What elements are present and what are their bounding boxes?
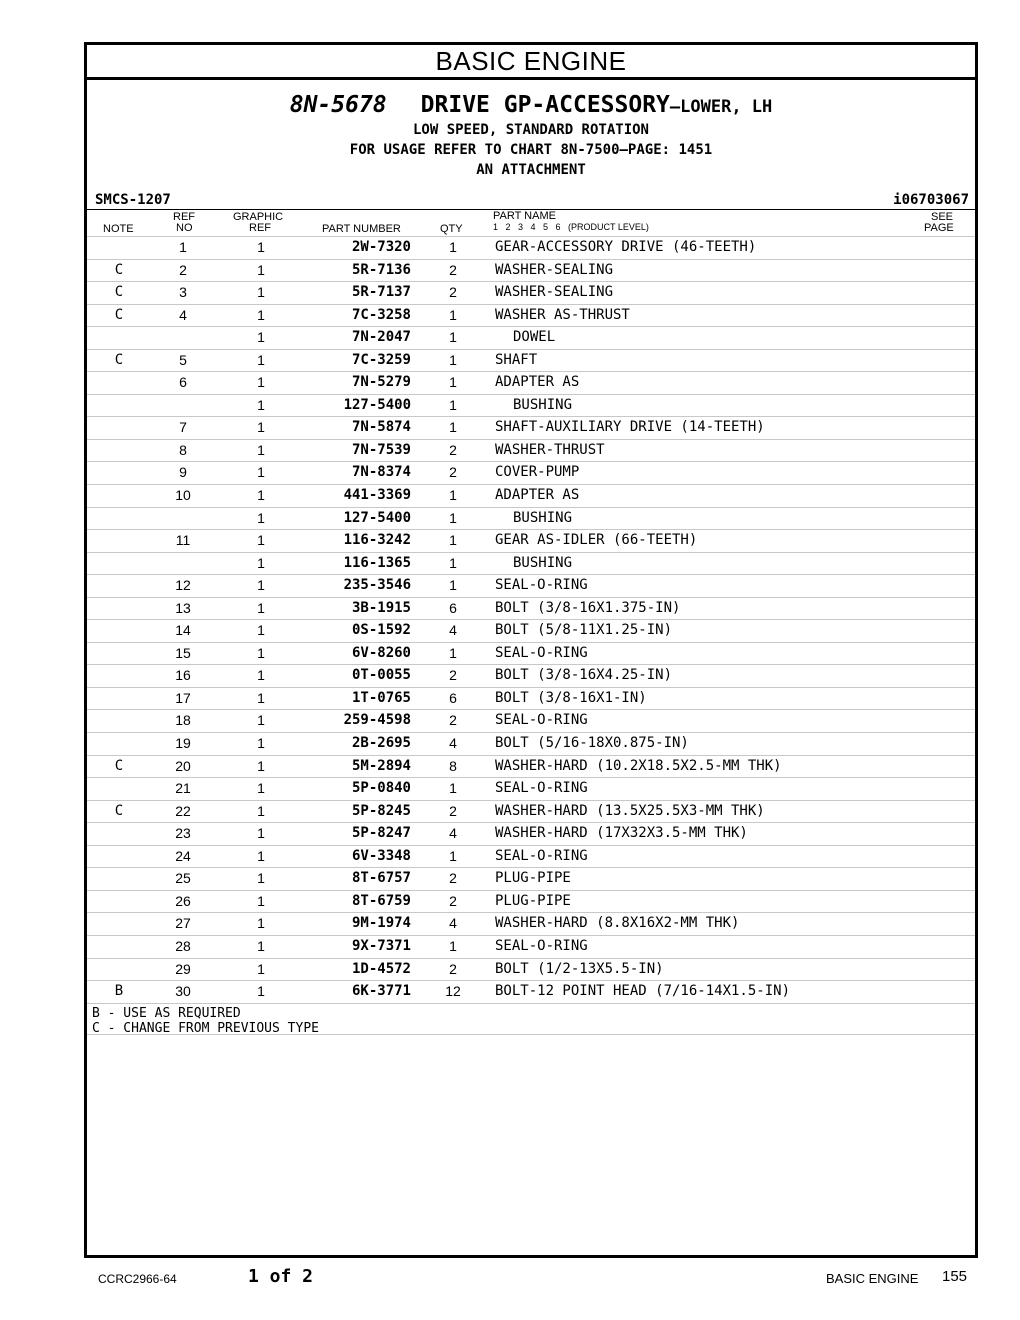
part-name-cell: PLUG-PIPE [495, 892, 571, 909]
part-name-cell: ADAPTER AS [495, 374, 580, 391]
part-name-cell: BUSHING [513, 396, 573, 413]
graphic-ref-cell: 1 [257, 239, 265, 255]
part-name-cell: WASHER-THRUST [495, 441, 605, 458]
table-row [87, 327, 975, 350]
part-name-cell: SEAL-O-RING [495, 712, 588, 729]
ref-no-cell: 27 [175, 915, 191, 932]
part-number-cell: 6V-8260 [351, 644, 411, 661]
ref-no-cell: 30 [175, 983, 191, 1000]
table-row [87, 553, 975, 576]
part-number-cell: 441-3369 [343, 487, 411, 504]
part-name-cell: BUSHING [513, 554, 573, 571]
graphic-ref-cell: 1 [257, 396, 265, 413]
qty-cell: 1 [449, 937, 457, 954]
graphic-ref-cell: 1 [257, 780, 265, 797]
qty-cell: 1 [449, 487, 457, 504]
group-name: DRIVE GP-ACCESSORY [420, 92, 670, 118]
graphic-ref-cell: 1 [257, 577, 265, 594]
graphic-ref-cell: 1 [257, 419, 265, 436]
table-row [87, 868, 975, 891]
graphic-ref-cell: 1 [257, 892, 265, 909]
ref-no-cell: 22 [175, 802, 191, 819]
table-row [87, 305, 975, 328]
col-gref-top: GRAPHIC [233, 211, 284, 223]
qty-cell: 2 [449, 802, 457, 819]
ref-no-cell: 19 [175, 735, 191, 752]
qty-cell: 1 [449, 329, 457, 346]
table-row [87, 959, 975, 982]
qty-cell: 4 [449, 825, 457, 842]
heading-line-4: AN ATTACHMENT [476, 162, 586, 178]
qty-cell: 4 [449, 915, 457, 932]
table-row [87, 598, 975, 621]
part-name-cell: BOLT (3/8-16X1-IN) [495, 689, 647, 706]
smcs-row [87, 192, 975, 210]
table-row [87, 620, 975, 643]
part-name-cell: SEAL-O-RING [495, 780, 588, 797]
part-number-cell: 2W-7320 [351, 239, 411, 255]
col-ref-top: REF [173, 211, 195, 223]
col-product-level: 1 2 3 4 5 6 (PRODUCT LEVEL) [493, 222, 649, 232]
ref-no-cell: 10 [175, 487, 191, 504]
qty-cell: 6 [449, 689, 457, 706]
graphic-ref-cell: 1 [257, 509, 265, 526]
part-number-cell: 5P-0840 [351, 780, 411, 797]
table-row [87, 485, 975, 508]
col-qty: QTY [440, 223, 463, 235]
graphic-ref-cell: 1 [257, 757, 265, 774]
ref-no-cell: 18 [175, 712, 191, 729]
qty-cell: 4 [449, 735, 457, 752]
part-number-cell: 7C-3258 [351, 306, 411, 323]
graphic-ref-cell: 1 [257, 622, 265, 639]
section-title: BASIC ENGINE [87, 45, 975, 80]
qty-cell: 2 [449, 960, 457, 977]
ref-no-cell: 29 [175, 960, 191, 977]
part-number-cell: 127-5400 [343, 396, 411, 413]
graphic-ref-cell: 1 [257, 960, 265, 977]
graphic-ref-cell: 1 [257, 284, 265, 301]
part-name-cell: WASHER-HARD (17X32X3.5-MM THK) [495, 825, 748, 842]
part-name-cell: BUSHING [513, 509, 573, 526]
ref-no-cell: 21 [175, 780, 191, 797]
ref-no-cell: 8 [179, 441, 187, 458]
qty-cell: 1 [449, 644, 457, 661]
note-c: C - CHANGE FROM PREVIOUS TYPE [92, 1020, 319, 1036]
part-number-cell: 116-1365 [343, 554, 411, 571]
ref-no-cell: 24 [175, 847, 191, 864]
table-row [87, 395, 975, 418]
ref-no-cell: 20 [175, 757, 191, 774]
table-row [87, 665, 975, 688]
col-part-name: PART NAME [493, 210, 556, 222]
part-number-cell: 6V-3348 [351, 847, 411, 864]
table-row [87, 462, 975, 485]
part-name-cell: DOWEL [513, 329, 556, 346]
part-number-cell: 1T-0765 [351, 689, 411, 706]
notes-block [87, 1004, 975, 1035]
footer-code: CCRC2966-64 [98, 1272, 177, 1286]
part-number-cell: 8T-6757 [351, 870, 411, 887]
part-name-cell: SEAL-O-RING [495, 644, 588, 661]
part-number-cell: 7C-3259 [351, 351, 411, 368]
part-number-cell: 8T-6759 [351, 892, 411, 909]
note-cell: C [114, 802, 124, 819]
table-row [87, 643, 975, 666]
ref-no-cell: 5 [179, 351, 187, 368]
footer-page-number: 155 [942, 1268, 968, 1285]
part-name-cell: ADAPTER AS [495, 487, 580, 504]
graphic-ref-cell: 1 [257, 554, 265, 571]
col-note: NOTE [103, 223, 134, 235]
table-row [87, 372, 975, 395]
qty-cell: 1 [449, 419, 457, 436]
part-number-cell: 5R-7137 [351, 284, 411, 301]
graphic-ref-cell: 1 [257, 937, 265, 954]
part-name-cell: WASHER-SEALING [495, 261, 614, 278]
qty-cell: 4 [449, 622, 457, 639]
table-row [87, 688, 975, 711]
ref-no-cell: 13 [175, 599, 191, 616]
graphic-ref-cell: 1 [257, 532, 265, 549]
parts-list [87, 237, 975, 1004]
table-row [87, 282, 975, 305]
ref-no-cell: 4 [179, 306, 187, 323]
part-name-cell: PLUG-PIPE [495, 870, 571, 887]
qty-cell: 1 [449, 351, 457, 368]
table-row [87, 508, 975, 531]
qty-cell: 1 [449, 780, 457, 797]
qty-cell: 2 [449, 712, 457, 729]
table-row [87, 350, 975, 373]
ref-no-cell: 16 [175, 667, 191, 684]
ref-no-cell: 11 [175, 532, 191, 549]
ref-no-cell: 26 [175, 892, 191, 909]
part-name-cell: WASHER-SEALING [495, 284, 614, 301]
qty-cell: 2 [449, 464, 457, 481]
ref-no-cell: 9 [179, 464, 187, 481]
part-name-cell: WASHER-HARD (10.2X18.5X2.5-MM THK) [495, 757, 782, 774]
part-number-cell: 5P-8245 [351, 802, 411, 819]
part-number-cell: 3B-1915 [351, 599, 411, 616]
part-number-cell: 0S-1592 [351, 622, 411, 639]
ref-no-cell: 17 [175, 689, 191, 706]
qty-cell: 1 [449, 396, 457, 413]
part-name-cell: WASHER-HARD (8.8X16X2-MM THK) [495, 915, 740, 932]
graphic-ref-cell: 1 [257, 870, 265, 887]
part-name-cell: SEAL-O-RING [495, 847, 588, 864]
qty-cell: 1 [449, 239, 457, 255]
graphic-ref-cell: 1 [257, 712, 265, 729]
part-name-cell: WASHER AS-THRUST [495, 306, 630, 323]
part-number-cell: 7N-5874 [351, 419, 411, 436]
part-name-cell: WASHER-HARD (13.5X25.5X3-MM THK) [495, 802, 765, 819]
table-row [87, 417, 975, 440]
col-see-top: SEE [931, 211, 954, 223]
qty-cell: 12 [445, 983, 461, 1000]
table-row [87, 733, 975, 756]
graphic-ref-cell: 1 [257, 351, 265, 368]
table-row [87, 778, 975, 801]
part-number-cell: 2B-2695 [351, 735, 411, 752]
part-number-cell: 0T-0055 [351, 667, 411, 684]
part-name-cell: BOLT-12 POINT HEAD (7/16-14X1.5-IN) [495, 983, 791, 1000]
ref-no-cell: 25 [175, 870, 191, 887]
illustration-id: i06703067 [893, 192, 969, 208]
part-number-cell: 5R-7136 [351, 261, 411, 278]
part-number-cell: 1D-4572 [351, 960, 411, 977]
col-see-bottom: PAGE [924, 222, 954, 234]
col-ref-bottom: NO [176, 222, 193, 234]
qty-cell: 2 [449, 667, 457, 684]
part-number-cell: 9X-7371 [351, 937, 411, 954]
note-cell: C [114, 757, 124, 774]
heading-line-3: FOR USAGE REFER TO CHART 8N-7500—PAGE: 1451 [349, 142, 713, 158]
part-number-cell: 259-4598 [343, 712, 411, 729]
table-row [87, 575, 975, 598]
part-name-cell: SHAFT [495, 351, 538, 368]
footer-section: BASIC ENGINE [826, 1271, 919, 1286]
table-row [87, 801, 975, 824]
table-row [87, 823, 975, 846]
group-part-number: 8N-5678 [289, 92, 387, 118]
part-name-cell: BOLT (1/2-13X5.5-IN) [495, 960, 664, 977]
group-name-suffix: —LOWER, LH [669, 97, 773, 117]
table-row [87, 891, 975, 914]
part-name-cell: BOLT (5/16-18X0.875-IN) [495, 735, 689, 752]
qty-cell: 1 [449, 532, 457, 549]
table-row [87, 913, 975, 936]
part-number-cell: 7N-2047 [351, 329, 411, 346]
graphic-ref-cell: 1 [257, 329, 265, 346]
table-row [87, 936, 975, 959]
part-name-cell: BOLT (5/8-11X1.25-IN) [495, 622, 673, 639]
part-name-cell: GEAR-ACCESSORY DRIVE (46-TEETH) [495, 239, 757, 255]
ref-no-cell: 6 [179, 374, 187, 391]
qty-cell: 1 [449, 509, 457, 526]
note-cell: C [114, 306, 124, 323]
graphic-ref-cell: 1 [257, 374, 265, 391]
part-name-cell: SEAL-O-RING [495, 577, 588, 594]
col-part-number: PART NUMBER [322, 223, 401, 235]
qty-cell: 1 [449, 374, 457, 391]
part-name-cell: BOLT (3/8-16X1.375-IN) [495, 599, 681, 616]
note-cell: C [114, 284, 124, 301]
qty-cell: 2 [449, 441, 457, 458]
graphic-ref-cell: 1 [257, 667, 265, 684]
qty-cell: 2 [449, 261, 457, 278]
part-number-cell: 235-3546 [343, 577, 411, 594]
graphic-ref-cell: 1 [257, 441, 265, 458]
qty-cell: 6 [449, 599, 457, 616]
part-number-cell: 5P-8247 [351, 825, 411, 842]
parts-page-frame [84, 42, 978, 1258]
table-row [87, 846, 975, 869]
graphic-ref-cell: 1 [257, 802, 265, 819]
group-heading [87, 92, 975, 120]
ref-no-cell: 1 [179, 239, 187, 255]
table-row [87, 440, 975, 463]
qty-cell: 2 [449, 284, 457, 301]
graphic-ref-cell: 1 [257, 915, 265, 932]
part-number-cell: 7N-5279 [351, 374, 411, 391]
part-number-cell: 5M-2894 [351, 757, 411, 774]
qty-cell: 1 [449, 306, 457, 323]
page-footer [0, 1266, 1020, 1290]
graphic-ref-cell: 1 [257, 735, 265, 752]
note-cell: C [114, 351, 124, 368]
graphic-ref-cell: 1 [257, 261, 265, 278]
table-row [87, 260, 975, 283]
graphic-ref-cell: 1 [257, 306, 265, 323]
part-number-cell: 127-5400 [343, 509, 411, 526]
part-name-cell: SEAL-O-RING [495, 937, 588, 954]
table-row [87, 710, 975, 733]
ref-no-cell: 12 [175, 577, 191, 594]
qty-cell: 8 [449, 757, 457, 774]
part-number-cell: 9M-1974 [351, 915, 411, 932]
footer-page-of: 1 of 2 [248, 1266, 314, 1287]
graphic-ref-cell: 1 [257, 644, 265, 661]
qty-cell: 2 [449, 892, 457, 909]
note-cell: C [114, 261, 124, 278]
part-number-cell: 116-3242 [343, 532, 411, 549]
part-name-cell: BOLT (3/8-16X4.25-IN) [495, 667, 673, 684]
graphic-ref-cell: 1 [257, 825, 265, 842]
table-row [87, 981, 975, 1004]
part-name-cell: COVER-PUMP [495, 464, 580, 481]
graphic-ref-cell: 1 [257, 464, 265, 481]
part-number-cell: 7N-7539 [351, 441, 411, 458]
table-row [87, 237, 975, 260]
part-name-cell: GEAR AS-IDLER (66-TEETH) [495, 532, 698, 549]
table-row [87, 530, 975, 553]
ref-no-cell: 3 [179, 284, 187, 301]
part-number-cell: 6K-3771 [351, 983, 411, 1000]
column-header [87, 210, 975, 237]
heading-line-2: LOW SPEED, STANDARD ROTATION [412, 122, 649, 138]
ref-no-cell: 28 [175, 937, 191, 954]
ref-no-cell: 23 [175, 825, 191, 842]
qty-cell: 1 [449, 554, 457, 571]
col-gref-bottom: REF [249, 222, 271, 234]
qty-cell: 1 [449, 577, 457, 594]
ref-no-cell: 15 [175, 644, 191, 661]
graphic-ref-cell: 1 [257, 689, 265, 706]
table-row [87, 756, 975, 779]
graphic-ref-cell: 1 [257, 487, 265, 504]
note-b: B - USE AS REQUIRED [92, 1005, 241, 1021]
graphic-ref-cell: 1 [257, 847, 265, 864]
part-name-cell: SHAFT-AUXILIARY DRIVE (14-TEETH) [495, 419, 765, 436]
qty-cell: 2 [449, 870, 457, 887]
note-cell: B [114, 983, 124, 1000]
part-number-cell: 7N-8374 [351, 464, 411, 481]
graphic-ref-cell: 1 [257, 599, 265, 616]
graphic-ref-cell: 1 [257, 983, 265, 1000]
ref-no-cell: 7 [179, 419, 187, 436]
ref-no-cell: 14 [175, 622, 191, 639]
smcs-code: SMCS-1207 [95, 192, 171, 208]
ref-no-cell: 2 [179, 261, 187, 278]
qty-cell: 1 [449, 847, 457, 864]
